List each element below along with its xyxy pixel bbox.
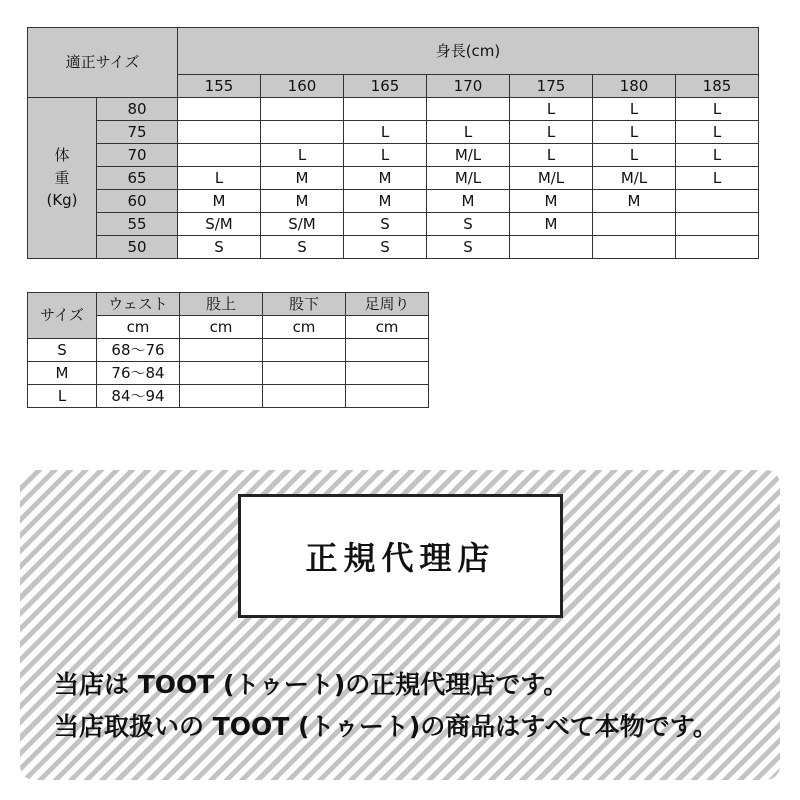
size-cell: S/M	[261, 213, 344, 236]
size-cell: S/M	[178, 213, 261, 236]
table-row	[28, 144, 759, 167]
table-row	[28, 167, 759, 190]
size-cell: M	[261, 167, 344, 190]
size-cell: M	[344, 167, 427, 190]
table-row	[28, 236, 759, 259]
weight-value: 55	[97, 213, 178, 236]
height-header: 身長(cm)	[178, 28, 759, 75]
size-cell: M/L	[427, 144, 510, 167]
size-cell: M	[261, 190, 344, 213]
size-cell: M	[427, 190, 510, 213]
size-cell	[676, 190, 759, 213]
authorized-dealer-banner	[20, 470, 780, 780]
table-row	[28, 98, 759, 121]
size-cell: S	[261, 236, 344, 259]
table-row	[28, 190, 759, 213]
size-cell: L	[510, 98, 593, 121]
size-cell: M/L	[427, 167, 510, 190]
size-cell: S	[344, 213, 427, 236]
size-cell: S	[427, 236, 510, 259]
weight-header-text: 重	[54, 168, 70, 187]
size-cell: M	[510, 213, 593, 236]
measure-col-inseam: 股下	[263, 293, 346, 316]
size-cell	[593, 213, 676, 236]
size-cell	[427, 98, 510, 121]
size-label: S	[28, 339, 97, 362]
height-value: 165	[344, 75, 427, 98]
size-cell: L	[676, 167, 759, 190]
size-cell	[593, 236, 676, 259]
measure-cell: 76〜84	[97, 362, 180, 385]
size-cell	[676, 213, 759, 236]
size-cell: S	[427, 213, 510, 236]
banner-text-line-2: 当店取扱いの TOOT (トゥート)の商品はすべて本物です。	[54, 712, 718, 741]
size-cell	[261, 121, 344, 144]
banner-text-line-1: 当店は TOOT (トゥート)の正規代理店です。	[54, 670, 569, 699]
weight-value: 60	[97, 190, 178, 213]
measure-cell: 84〜94	[97, 385, 180, 408]
unit-label: cm	[346, 316, 429, 339]
height-value: 170	[427, 75, 510, 98]
measure-cell	[346, 362, 429, 385]
measure-corner-label: サイズ	[28, 293, 97, 339]
size-label: M	[28, 362, 97, 385]
weight-value: 75	[97, 121, 178, 144]
size-chart-corner-label: 適正サイズ	[28, 28, 178, 98]
measure-cell	[263, 385, 346, 408]
measure-cell	[346, 385, 429, 408]
size-cell: L	[261, 144, 344, 167]
table-row	[28, 213, 759, 236]
size-cell: S	[344, 236, 427, 259]
size-cell: L	[593, 144, 676, 167]
weight-value: 80	[97, 98, 178, 121]
weight-value: 50	[97, 236, 178, 259]
height-value: 160	[261, 75, 344, 98]
measure-cell	[180, 339, 263, 362]
banner-title: 正規代理店	[305, 539, 496, 577]
measure-col-leg-opening: 足周り	[346, 293, 429, 316]
measure-cell	[263, 339, 346, 362]
size-cell: L	[344, 144, 427, 167]
size-cell: M	[593, 190, 676, 213]
height-value: 155	[178, 75, 261, 98]
height-value: 175	[510, 75, 593, 98]
size-cell: M	[344, 190, 427, 213]
measure-cell	[263, 362, 346, 385]
table-row	[28, 121, 759, 144]
size-cell	[676, 236, 759, 259]
size-cell	[510, 236, 593, 259]
measure-cell: 68〜76	[97, 339, 180, 362]
weight-header-text: 体	[54, 146, 70, 165]
weight-value: 70	[97, 144, 178, 167]
banner-title-box	[238, 494, 563, 618]
size-cell: L	[427, 121, 510, 144]
size-cell: M	[510, 190, 593, 213]
height-value: 185	[676, 75, 759, 98]
size-cell	[261, 98, 344, 121]
size-cell: M/L	[510, 167, 593, 190]
size-cell: L	[676, 121, 759, 144]
size-cell	[178, 121, 261, 144]
size-cell: L	[344, 121, 427, 144]
size-label: L	[28, 385, 97, 408]
size-cell: L	[510, 121, 593, 144]
size-cell: L	[510, 144, 593, 167]
measurement-table	[27, 292, 429, 408]
size-cell: L	[593, 121, 676, 144]
measure-cell	[346, 339, 429, 362]
size-cell: L	[593, 98, 676, 121]
measure-cell	[180, 385, 263, 408]
size-cell: L	[178, 167, 261, 190]
size-cell	[344, 98, 427, 121]
size-cell: M	[178, 190, 261, 213]
size-chart-table	[27, 27, 759, 259]
unit-label: cm	[263, 316, 346, 339]
measure-cell	[180, 362, 263, 385]
size-cell: L	[676, 98, 759, 121]
measure-col-waist: ウェスト	[97, 293, 180, 316]
unit-label: cm	[97, 316, 180, 339]
height-value: 180	[593, 75, 676, 98]
size-cell: M/L	[593, 167, 676, 190]
measure-col-rise: 股上	[180, 293, 263, 316]
size-cell	[178, 144, 261, 167]
weight-header	[28, 98, 97, 259]
unit-label: cm	[180, 316, 263, 339]
weight-value: 65	[97, 167, 178, 190]
size-cell	[178, 98, 261, 121]
size-cell: S	[178, 236, 261, 259]
size-cell: L	[676, 144, 759, 167]
weight-header-text: (Kg)	[46, 191, 78, 210]
